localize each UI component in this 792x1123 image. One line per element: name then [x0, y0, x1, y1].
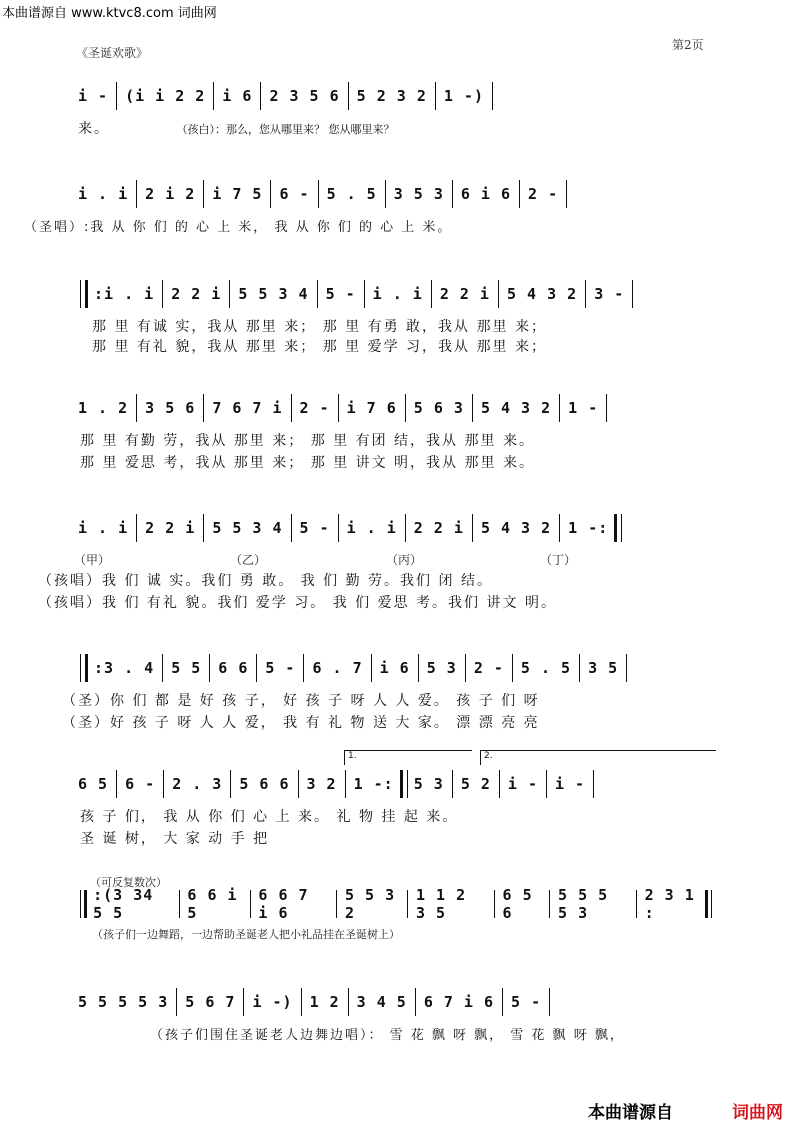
measure: 6 i 6 — [460, 185, 512, 203]
measure: 5 4 3 2 — [506, 285, 578, 303]
measure: i 6 — [379, 659, 410, 677]
barline — [209, 654, 210, 682]
measure: 2 i 2 — [145, 185, 196, 203]
measure: 5 2 — [460, 775, 491, 793]
notation-row-4 — [76, 390, 716, 426]
barline — [499, 770, 500, 798]
measure: 6 6 — [218, 659, 249, 677]
barline — [203, 180, 204, 208]
barline — [162, 280, 163, 308]
measure: 5 5 3 4 — [212, 519, 283, 537]
barline — [338, 514, 339, 542]
lyrics-row-3a: 那 里 有诚 实，我从 那里 来； 那 里 有勇 敢，我从 那里 来； — [92, 319, 547, 335]
part-label-c: （丙） — [386, 553, 423, 567]
measure: 3 2 — [306, 775, 337, 793]
lyric-line: 来。 — [78, 121, 110, 137]
barline — [559, 514, 560, 542]
barline — [256, 654, 257, 682]
barline — [512, 654, 513, 682]
barline — [345, 770, 346, 798]
barline — [260, 82, 261, 110]
measure: 2 - — [299, 399, 330, 417]
notation-row-1 — [76, 78, 716, 114]
measure: :3 . 4 — [94, 659, 155, 677]
lyrics-row-5b: （孩唱）我 们 有礼 貌。我们 爱学 习。 我 们 爱思 考。我们 讲文 明。 — [38, 595, 557, 611]
measure: 1 - — [568, 399, 599, 417]
part-label-d: （丁） — [540, 553, 577, 567]
measure: 5 - — [265, 659, 296, 677]
measure: 2 - — [473, 659, 504, 677]
measure: 2 2 i — [145, 519, 196, 537]
barline — [291, 394, 292, 422]
notation-row-5 — [76, 510, 716, 546]
measure: 3 5 3 — [393, 185, 444, 203]
measure: 2 2 i — [413, 519, 464, 537]
measure: 6 . 7 — [312, 659, 363, 677]
barline — [405, 514, 406, 542]
measure: 5 6 7 — [185, 993, 236, 1011]
measure: 2 3 1 : — [644, 886, 695, 922]
measure: 3 5 — [588, 659, 619, 677]
lyrics-row-6b: （圣）好 孩 子 呀 人 人 爱， 我 有 礼 物 送 大 家。 漂 漂 亮 亮 — [62, 715, 540, 731]
repeat-end — [705, 890, 712, 918]
barline — [303, 654, 304, 682]
barline — [559, 394, 560, 422]
watermark-url[interactable]: www.ktvc8.com — [71, 6, 174, 21]
barline — [431, 280, 432, 308]
lyrics-row-4b: 那 里 爱思 考，我从 那里 来； 那 里 讲文 明，我从 那里 来。 — [80, 455, 535, 471]
barline — [364, 280, 365, 308]
measure: i 6 — [222, 87, 253, 105]
measure: 3 5 6 — [145, 399, 196, 417]
barline — [498, 280, 499, 308]
barline — [301, 988, 302, 1016]
lyrics-row-7a: 孩 子 们， 我 从 你 们 心 上 来。 礼 物 挂 起 来。 — [80, 809, 459, 825]
barline — [465, 654, 466, 682]
measure: 6 5 6 — [502, 886, 533, 922]
measure: 5 . 5 — [520, 659, 572, 677]
measure: 5 3 — [426, 659, 457, 677]
measure: 5 5 3 2 — [344, 886, 396, 922]
barline — [243, 988, 244, 1016]
barline — [502, 988, 503, 1016]
watermark — [2, 2, 217, 21]
barline — [415, 988, 416, 1016]
measure: i - — [507, 775, 538, 793]
barline — [317, 280, 318, 308]
watermark-site-name: 本曲谱源自 — [2, 6, 68, 21]
measure: i - — [78, 87, 109, 105]
barline — [116, 770, 117, 798]
measure: i . i — [372, 285, 423, 303]
barline — [179, 890, 180, 918]
measure: 5 . 5 — [326, 185, 377, 203]
barline — [435, 82, 436, 110]
repeat-end — [400, 770, 408, 798]
barline — [298, 770, 299, 798]
barline — [371, 654, 372, 682]
barline — [162, 654, 163, 682]
repeat-start — [80, 890, 87, 918]
measure: i . i — [78, 519, 129, 537]
barline — [418, 654, 419, 682]
barline — [176, 988, 177, 1016]
notation-row-3 — [76, 276, 716, 312]
lyrics-row-9: （孩子们围住圣诞老人边舞边唱）： 雪 花 飘 呀 飘， 雪 花 飘 呀 飘， — [150, 1028, 625, 1043]
barline — [494, 890, 495, 918]
measure: i . i — [78, 185, 129, 203]
barline — [136, 394, 137, 422]
measure: 5 6 6 — [239, 775, 290, 793]
barline — [136, 180, 137, 208]
barline — [163, 770, 164, 798]
measure: 5 5 — [171, 659, 202, 677]
measure: 1 -) — [443, 87, 484, 105]
lyrics-row-4a: 那 里 有勤 劳，我从 那里 来； 那 里 有团 结，我从 那里 来。 — [80, 433, 535, 449]
barline — [203, 394, 204, 422]
measure: i 7 5 — [212, 185, 263, 203]
barline — [519, 180, 520, 208]
barline — [566, 180, 567, 208]
lyrics-row-1 — [78, 118, 394, 138]
measure: 1 2 — [309, 993, 340, 1011]
barline — [472, 514, 473, 542]
measure: 3 - — [594, 285, 625, 303]
measure: 6 6 i 5 — [187, 886, 238, 922]
measure: 2 - — [528, 185, 559, 203]
measure: 5 5 5 5 3 — [558, 886, 609, 922]
barline — [407, 890, 408, 918]
measure: :i . i — [94, 285, 155, 303]
barline — [336, 890, 337, 918]
measure: 5 4 3 2 — [480, 399, 552, 417]
barline — [250, 890, 251, 918]
barline — [546, 770, 547, 798]
measure: 6 5 — [78, 775, 109, 793]
measure: 5 - — [299, 519, 330, 537]
stage-direction: （孩子们一边舞蹈，一边帮助圣诞老人把小礼品挂在圣诞树上） — [92, 928, 400, 941]
barline — [318, 180, 319, 208]
measure: i - — [555, 775, 586, 793]
barline — [230, 770, 231, 798]
barline — [579, 654, 580, 682]
barline — [585, 280, 586, 308]
repeat-end — [614, 514, 622, 542]
repeat-note: （可反复数次） — [90, 876, 167, 889]
measure: 1 -: — [568, 519, 609, 537]
barline — [452, 770, 453, 798]
measure: 1 . 2 — [78, 399, 129, 417]
barline — [291, 514, 292, 542]
barline — [549, 890, 550, 918]
barline — [385, 180, 386, 208]
part-label-b: （乙） — [230, 553, 267, 567]
lyrics-row-2: （圣唱）:我 从 你 们 的 心 上 米， 我 从 你 们 的 心 上 米。 — [24, 220, 453, 235]
measure: 5 3 — [413, 775, 444, 793]
barline — [636, 890, 637, 918]
measure: 5 - — [511, 993, 542, 1011]
barline — [348, 82, 349, 110]
measure: 7 6 7 i — [212, 399, 283, 417]
lyrics-row-3b: 那 里 有礼 貌，我从 那里 来； 那 里 爱学 习，我从 那里 来； — [92, 339, 547, 355]
barline — [549, 988, 550, 1016]
measure: 5 5 3 4 — [238, 285, 309, 303]
measure: 5 - — [325, 285, 356, 303]
barline — [452, 180, 453, 208]
notation-row-7 — [76, 766, 716, 802]
measure: i -) — [252, 993, 293, 1011]
barline — [229, 280, 230, 308]
footer-site-logo[interactable]: 词曲网 — [732, 1103, 783, 1123]
measure: (i i 2 2 — [125, 87, 206, 105]
barline — [338, 394, 339, 422]
lyrics-row-6a: （圣）你 们 都 是 好 孩 子， 好 孩 子 呀 人 人 爱。 孩 子 们 呀 — [62, 693, 540, 709]
barline — [492, 82, 493, 110]
notation-row-8 — [76, 886, 716, 922]
measure: 6 - — [125, 775, 156, 793]
barline — [348, 988, 349, 1016]
measure: 6 7 i 6 — [423, 993, 495, 1011]
measure: 6 - — [279, 185, 310, 203]
barline — [472, 394, 473, 422]
footer-source: 本曲谱源自 — [588, 1103, 673, 1123]
notation-row-2 — [76, 176, 716, 212]
score-title: 《圣诞欢歌》 — [76, 46, 149, 60]
barline — [606, 394, 607, 422]
measure: i . i — [346, 519, 397, 537]
measure: 2 3 5 6 — [269, 87, 340, 105]
measure: 1 -: — [353, 775, 394, 793]
part-label-a: （甲） — [74, 553, 111, 567]
lyrics-row-7b: 圣 诞 树， 大 家 动 手 把 — [80, 831, 270, 847]
barline — [203, 514, 204, 542]
barline — [116, 82, 117, 110]
notation-row-6 — [76, 650, 716, 686]
measure: 3 4 5 — [356, 993, 407, 1011]
barline — [136, 514, 137, 542]
measure: 5 4 3 2 — [480, 519, 552, 537]
barline — [213, 82, 214, 110]
barline — [270, 180, 271, 208]
measure: 2 . 3 — [172, 775, 223, 793]
repeat-start — [80, 280, 88, 308]
repeat-start — [80, 654, 88, 682]
measure: 6 6 7 i 6 — [258, 886, 309, 922]
barline — [632, 280, 633, 308]
measure: :(3 34 5 5 — [93, 886, 154, 922]
barline — [405, 394, 406, 422]
measure: 5 5 5 5 3 — [78, 993, 169, 1011]
measure: 2 2 i — [439, 285, 490, 303]
measure: 5 6 3 — [413, 399, 464, 417]
measure: 2 2 i — [171, 285, 222, 303]
measure: 5 2 3 2 — [356, 87, 427, 105]
lyrics-row-5a: （孩唱）我 们 诚 实。我们 勇 敢。 我 们 勤 劳。我们 闭 结。 — [38, 573, 493, 589]
measure: 1 1 2 3 5 — [415, 886, 467, 922]
barline — [593, 770, 594, 798]
watermark-site-alt: 词曲网 — [177, 6, 217, 21]
page-number: 第2页 — [672, 38, 704, 52]
measure: i 7 6 — [346, 399, 397, 417]
spoken-line: （孩白）：那么，您从哪里来？ 您从哪里来？ — [176, 123, 395, 136]
notation-row-9 — [76, 984, 716, 1020]
barline — [626, 654, 627, 682]
volta-second-ending: 2. — [480, 750, 716, 765]
volta-first-ending: 1. — [344, 750, 472, 765]
